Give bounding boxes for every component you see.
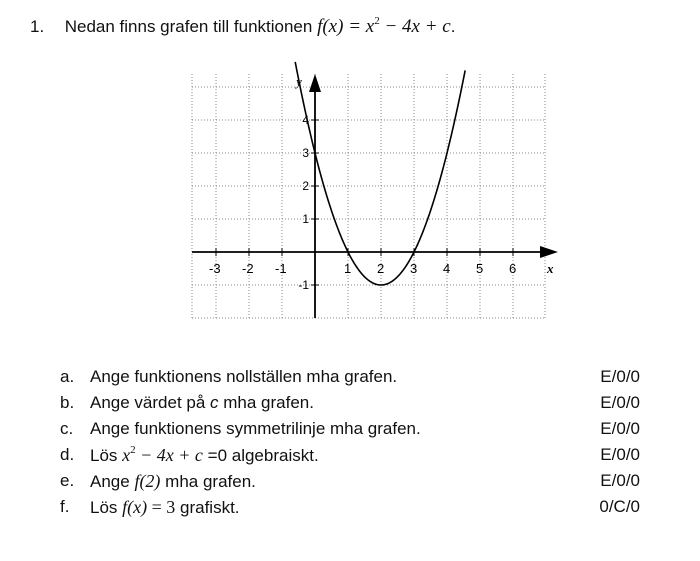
y-tick-label: 4 (302, 113, 309, 127)
equation (122, 445, 203, 465)
question-letter: c. (60, 419, 74, 438)
x-tick-label: 5 (476, 261, 484, 276)
problem-text: Nedan finns grafen till funktionen (64, 17, 313, 36)
x-tick-label: -1 (275, 261, 287, 276)
y-tick-label: -1 (298, 278, 309, 292)
text-before: Ange (90, 472, 135, 491)
text-after: mha grafen. (218, 393, 314, 412)
question-a (60, 364, 640, 390)
x-axis-label: x (547, 261, 554, 276)
question-c (60, 416, 640, 442)
question-text: Ange funktionens nollställen mha grafen. (90, 367, 398, 386)
question-text (90, 393, 314, 413)
y-tick-label: 1 (302, 212, 309, 226)
text-after: grafiskt. (175, 498, 240, 517)
equation-exponent: 2 (130, 444, 136, 456)
math-expression: f(2) (134, 471, 161, 491)
question-letter: d. (60, 445, 75, 464)
y-axis-label: y (296, 74, 302, 89)
question-list (60, 364, 640, 520)
question-grade: E/0/0 (600, 445, 640, 464)
x-tick-label: 6 (509, 261, 517, 276)
question-b (60, 390, 640, 416)
x-tick-label: 1 (344, 261, 352, 276)
graph-ticks (209, 113, 516, 292)
x-tick-label: -3 (209, 261, 221, 276)
math-equals: = 3 (147, 497, 176, 517)
text-before: Ange värdet på (90, 393, 211, 412)
question-grade: 0/C/0 (599, 497, 640, 516)
formula-rhs: − 4x + c (379, 16, 451, 37)
y-tick-label: 3 (302, 146, 309, 160)
graph-axes (192, 74, 558, 318)
formula-exponent: 2 (374, 15, 380, 27)
question-letter: a. (60, 367, 75, 386)
y-tick-label: 2 (302, 179, 309, 193)
question-letter: f. (60, 497, 70, 516)
question-grade: E/0/0 (600, 393, 640, 412)
question-grade: E/0/0 (600, 367, 640, 386)
variable-c: c (210, 393, 219, 412)
question-text (90, 471, 256, 492)
x-tick-label: 3 (410, 261, 418, 276)
question-letter: b. (60, 393, 75, 412)
question-d (60, 442, 640, 468)
question-grade: E/0/0 (600, 471, 640, 490)
question-letter: e. (60, 471, 75, 490)
text-before: Lös (90, 498, 123, 517)
question-text (90, 445, 319, 466)
x-axis-arrow (540, 246, 558, 258)
text-after: =0 algebraiskt. (202, 446, 319, 465)
header-period: . (450, 17, 456, 36)
question-e (60, 468, 640, 494)
question-grade: E/0/0 (600, 419, 640, 438)
equation-rest: − 4x + c (135, 445, 203, 465)
math-lhs: f(x) (122, 497, 148, 517)
graph-grid (192, 74, 545, 318)
x-tick-label: -2 (242, 261, 254, 276)
formula-lhs: f(x) = x (317, 16, 375, 37)
question-f (60, 494, 640, 520)
question-text: Ange funktionens symmetrilinje mha grafen. (90, 419, 421, 438)
problem-number: 1. (30, 17, 45, 36)
text-after: mha grafen. (160, 472, 256, 491)
x-tick-label: 4 (443, 261, 451, 276)
text-before: Lös (90, 446, 123, 465)
equation-base: x (122, 445, 131, 465)
x-tick-label: 2 (377, 261, 385, 276)
question-text (90, 497, 240, 518)
y-axis-arrow (309, 74, 321, 92)
